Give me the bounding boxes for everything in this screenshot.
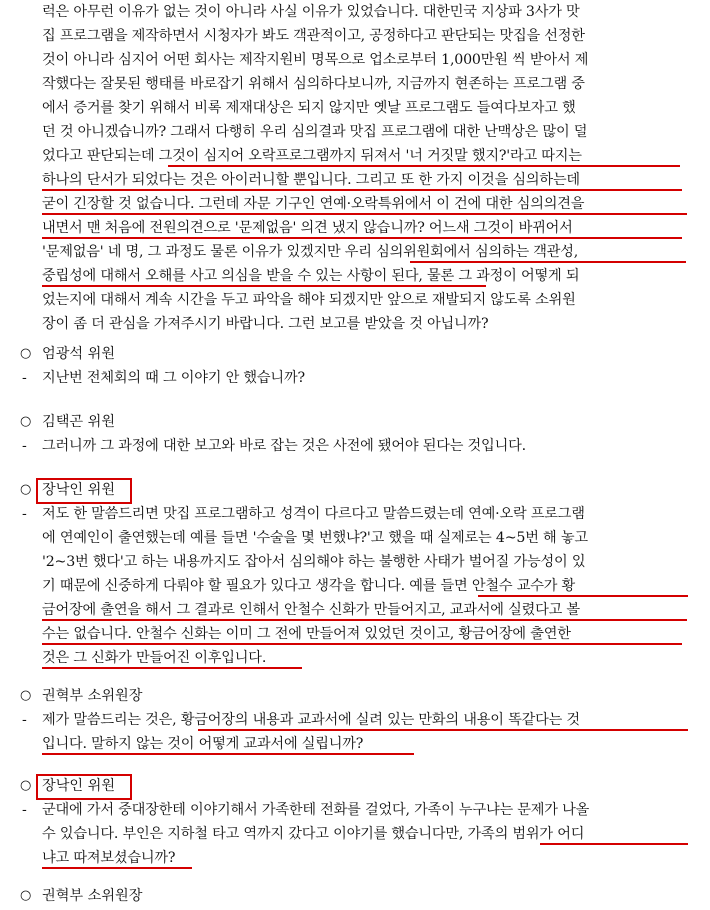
highlight-underline — [478, 595, 688, 597]
dash-marker: - — [22, 438, 27, 454]
speech-line: 군대에 가서 중대장한테 이야기해서 가족한테 전화를 걸었다, 가족이 누구냐는 문제가 나올 — [42, 802, 590, 818]
speech-line: 것은 그 신화가 만들어진 이후입니다. — [42, 650, 267, 666]
speech-line: 수 있습니다. 부인은 지하철 타고 역까지 갔다고 이야기를 했습니다만, 가족의 범위가 어디 — [42, 826, 585, 842]
paragraph-line: 작했다는 잘못된 행태를 바로잡기 위해서 심의하다보니까, 지금까지 현존하는 프로그램 중 — [42, 76, 585, 92]
bullet-icon: ○ — [20, 778, 32, 793]
speech-line: 기 때문에 신중하게 다뤄야 할 필요가 있다고 생각을 합니다. 예를 들면 안철수 교수가 황 — [42, 578, 576, 594]
speech-line: 금어장에 출연을 해서 그 결과로 인해서 안철수 신화가 만들어지고, 교과서에 실렸다고 볼 — [42, 602, 580, 618]
bullet-icon: ○ — [20, 346, 32, 361]
paragraph-line: 에서 증거를 찾기 위해서 비록 제재대상은 되지 않지만 옛날 프로그램도 들여다보자고 했 — [42, 100, 576, 116]
speaker-name: 엄광석 위원 — [42, 346, 116, 362]
bullet-icon: ○ — [20, 482, 32, 497]
paragraph-line: 럭은 아무런 이유가 없는 것이 아니라 사실 이유가 있었습니다. 대한민국 지상파 3사가 맛 — [42, 4, 580, 20]
paragraph-line: 굳이 긴장할 것 없습니다. 그런데 자문 기구인 연예·오락특위에서 이 건에 대한 심의의견을 — [42, 196, 585, 212]
paragraph-line: 었는지에 대해서 계속 시간을 두고 파악을 해야 되겠지만 앞으로 재발되지 않도록 소위원 — [42, 292, 576, 308]
speech-line: '2~3번 했다'고 하는 내용까지도 잡아서 심의해야 하는 불행한 사태가 벌어질 가능성이 있 — [42, 554, 586, 570]
speaker-name: 권혁부 소위원장 — [42, 688, 143, 704]
speech-line: 저도 한 말씀드리면 맛집 프로그램하고 성격이 다르다고 말씀드렸는데 연예·오락 프로그램 — [42, 506, 585, 522]
paragraph-line: 중립성에 대해서 오해를 사고 의심을 받을 수 있는 사항이 된다, 물론 그 과정이 어떻게 되 — [42, 268, 580, 284]
highlight-underline — [198, 729, 688, 731]
dash-marker: - — [22, 712, 27, 728]
dash-marker: - — [22, 370, 27, 386]
highlight-underline — [42, 753, 414, 755]
speech-line: 수는 없습니다. 안철수 신화는 이미 그 전에 만들어져 있었던 것이고, 황금어장에 출연한 — [42, 626, 571, 642]
paragraph-line: 내면서 맨 처음에 전원의견으로 '문제없음' 의견 냈지 않습니까? 어느새 그것이 바뀌어서 — [42, 220, 573, 236]
speaker-name: 권혁부 소위원장 — [42, 888, 143, 904]
speech-line: 지난번 전체회의 때 그 이야기 안 했습니까? — [42, 370, 305, 386]
speech-line: 입니다. 말하지 않는 것이 어떻게 교과서에 실립니까? — [42, 736, 364, 752]
speech-line: 그러니까 그 과정에 대한 보고와 바로 잡는 것은 사전에 됐어야 된다는 것입니다. — [42, 438, 526, 454]
dash-marker: - — [22, 506, 27, 522]
highlight-underline — [42, 285, 486, 287]
speech-line: 제가 말씀드리는 것은, 황금어장의 내용과 교과서에 실려 있는 만화의 내용이 똑같다는 것 — [42, 712, 580, 728]
highlight-underline — [42, 643, 682, 645]
paragraph-line: 것이 아니라 심지어 어떤 회사는 제작지원비 명목으로 업소로부터 1,000만원 씩 받아서 제 — [42, 52, 589, 68]
highlight-underline — [42, 867, 192, 869]
speaker-highlight-box — [36, 478, 132, 504]
bullet-icon: ○ — [20, 688, 32, 703]
paragraph-line: '문제없음' 네 명, 그 과정도 물론 이유가 있겠지만 우리 심의위원회에서 심의하는 객관성, — [42, 244, 579, 260]
highlight-underline — [42, 619, 687, 621]
highlight-underline — [540, 843, 688, 845]
highlight-underline — [42, 189, 682, 191]
highlight-underline — [42, 237, 682, 239]
paragraph-line: 던 것 아니겠습니까? 그래서 다행히 우리 심의결과 맛집 프로그램에 대한 난맥상은 많이 덜 — [42, 124, 588, 140]
paragraph-line: 장이 좀 더 관심을 가져주시기 바랍니다. 그런 보고를 받았을 것 아닙니까? — [42, 316, 489, 332]
bullet-icon: ○ — [20, 888, 32, 903]
paragraph-line: 하나의 단서가 되었다는 것은 아이러니할 뿐입니다. 그리고 또 한 가지 이것을 심의하는데 — [42, 172, 580, 188]
highlight-underline — [168, 165, 680, 167]
paragraph-line: 었다고 판단되는데 그것이 심지어 오락프로그램까지 뒤져서 '너 거짓말 했지?'라고 따지는 — [42, 148, 582, 164]
highlight-underline — [410, 261, 686, 263]
speaker-highlight-box — [36, 774, 132, 800]
speaker-name: 장낙인 위원 — [42, 482, 116, 498]
speech-line: 에 연예인이 출연했는데 예를 들면 '수술을 몇 번했냐?'고 했을 때 실제로는 4~5번 해 놓고 — [42, 530, 588, 546]
highlight-underline — [42, 213, 687, 215]
paragraph-line: 집 프로그램을 제작하면서 시청자가 봐도 객관적이고, 공정하다고 판단되는 맛집을 선정한 — [42, 28, 585, 44]
speaker-name: 장낙인 위원 — [42, 778, 116, 794]
dash-marker: - — [22, 802, 27, 818]
bullet-icon: ○ — [20, 414, 32, 429]
speech-line: 냐고 따져보셨습니까? — [42, 850, 176, 866]
speaker-name: 김택곤 위원 — [42, 414, 116, 430]
highlight-underline — [42, 667, 302, 669]
